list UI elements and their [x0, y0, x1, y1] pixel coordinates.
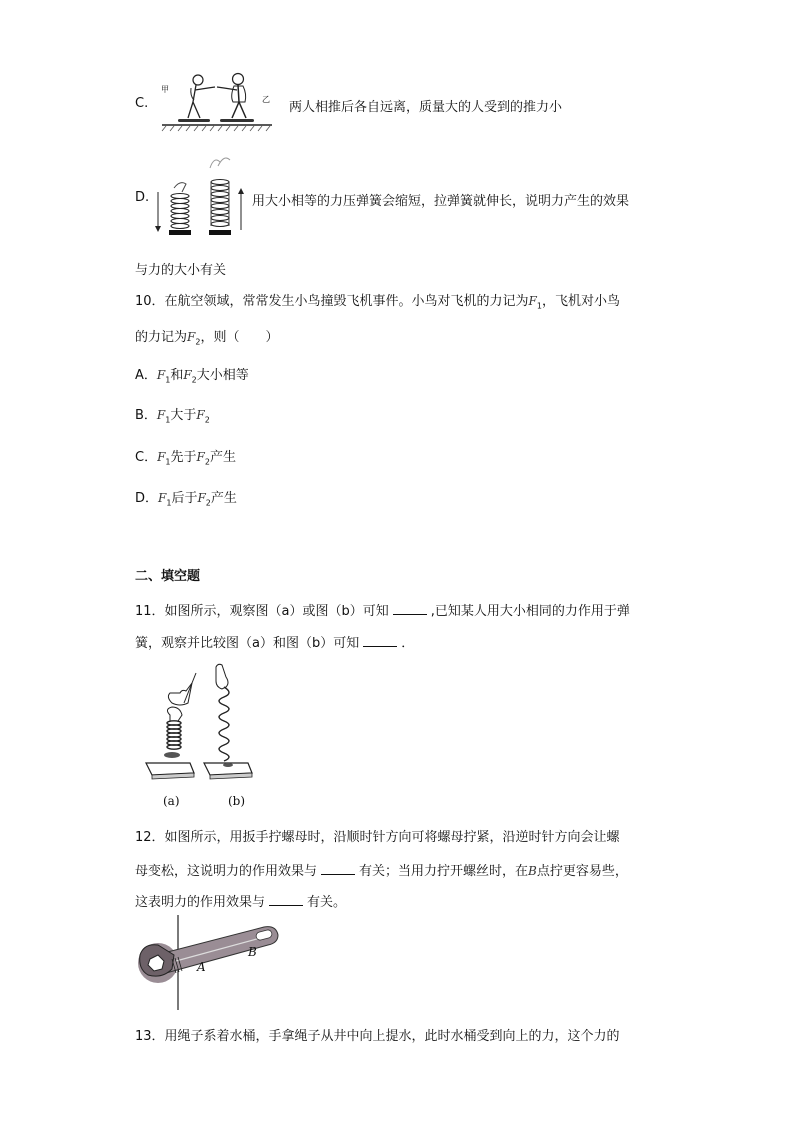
q9-option-d-text-line1: 用大小相等的力压弹簧会缩短，拉弹簧就伸长，说明力产生的效果: [252, 194, 630, 209]
wrench-point-b-label: B: [248, 945, 257, 959]
q9-option-c-text: 两人相推后各自远离，质量大的人受到的推力小: [289, 100, 563, 115]
q12-blank-1[interactable]: [321, 862, 355, 875]
section-title-fill-in: 二、填空题: [135, 569, 201, 584]
q10-option-c[interactable]: C．$F_1$先于$F_2$产生: [135, 450, 236, 467]
two-people-pushing-figure: [160, 70, 275, 132]
q12-blank-2[interactable]: [269, 893, 303, 906]
q9-option-c-letter: C.: [135, 96, 149, 111]
q10-option-b[interactable]: B．$F_1$大于$F_2$: [135, 408, 210, 425]
q12-stem-line3: 这表明力的作用效果与 有关。: [135, 895, 347, 910]
figure-caption-b: (b): [228, 794, 246, 808]
figure-caption-a: (a): [163, 794, 180, 808]
q10-stem-line1: 10．在航空领域，常常发生小鸟撞毁飞机事件。小鸟对飞机的力记为$F_1$，飞机对小鸟: [135, 294, 620, 311]
figure-label-yi: 乙: [262, 95, 270, 104]
q10-option-d[interactable]: D．$F_1$后于$F_2$产生: [135, 491, 237, 508]
q10-option-a[interactable]: A．$F_1$和$F_2$大小相等: [135, 368, 249, 385]
wrench-figure: [136, 915, 284, 1010]
q11-blank-2[interactable]: [363, 634, 397, 647]
q10-stem-line2: 的力记为$F_2$，则（ ）: [135, 330, 279, 347]
q13-stem-line1: 13．用绳子系着水桶，手拿绳子从井中向上提水，此时水桶受到向上的力，这个力的: [135, 1029, 620, 1044]
q12-stem-line1: 12．如图所示，用扳手拧螺母时，沿顺时针方向可将螺母拧紧，沿逆时针方向会让螺: [135, 830, 620, 845]
spring-compression-stretch-figure: [142, 663, 257, 788]
q11-stem-line2: 簧，观察并比较图（a）和图（b）可知 ．: [135, 636, 415, 651]
figure-label-jia: 甲: [161, 85, 169, 94]
q11-stem-line1: 11．如图所示，观察图（a）或图（b）可知 ,已知某人用大小相同的力作用于弹: [135, 604, 630, 619]
q11-blank-1[interactable]: [393, 602, 427, 615]
q9-option-d-text-line2: 与力的大小有关: [135, 263, 227, 278]
q9-option-d-letter: D.: [135, 190, 150, 205]
springs-compress-stretch-figure: [152, 150, 247, 240]
wrench-point-a-label: A: [197, 960, 206, 974]
q12-stem-line2: 母变松，这说明力的作用效果与 有关；当用力拧开螺丝时，在B点拧更容易些，: [135, 864, 628, 879]
